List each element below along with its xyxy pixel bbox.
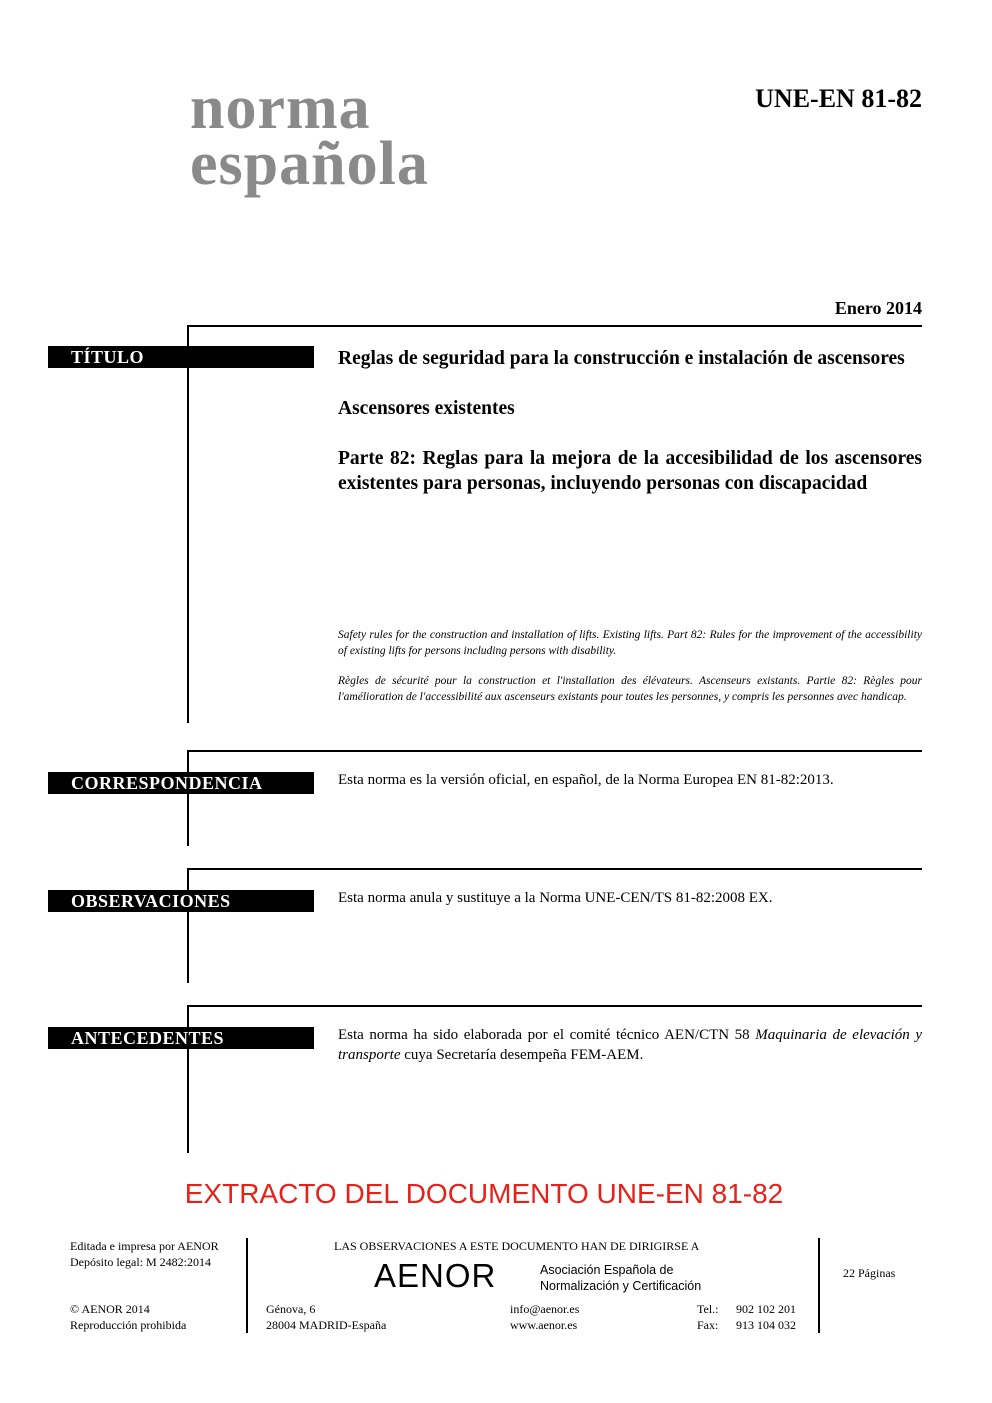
aenor-logo: AENOR xyxy=(374,1257,497,1294)
label-correspondencia: CORRESPONDENCIA xyxy=(48,772,314,794)
extract-watermark: EXTRACTO DEL DOCUMENTO UNE-EN 81-82 xyxy=(184,1178,784,1209)
org-line-1: Asociación Española de xyxy=(540,1263,674,1277)
footer-observations-notice: LAS OBSERVACIONES A ESTE DOCUMENTO HAN DE DIRIGIRSE A xyxy=(334,1239,700,1253)
committee-name: Maquinaria de elevación y transporte xyxy=(338,1027,922,1063)
correspondencia-text: Esta norma es la versión oficial, en español, de la Norma Europea EN 81-82:2013. xyxy=(338,772,834,788)
footer-copyright-block xyxy=(70,1301,186,1333)
org-line-2: Normalización y Certificación xyxy=(540,1279,702,1293)
observaciones-text: Esta norma anula y sustituye a la Norma UNE-CEN/TS 81-82:2008 EX. xyxy=(338,890,773,906)
publication-date: Enero 2014 xyxy=(834,298,922,318)
footer-reproduction: Reproducción prohibida xyxy=(70,1318,187,1332)
standard-code: UNE-EN 81-82 xyxy=(755,84,922,113)
footer-phone-numbers xyxy=(736,1301,796,1333)
footer-deposit: Depósito legal: M 2482:2014 xyxy=(70,1255,211,1269)
footer-address xyxy=(266,1301,386,1333)
label-titulo: TÍTULO xyxy=(48,346,314,368)
section-vertical-rule xyxy=(187,325,189,723)
title-block xyxy=(338,346,922,521)
label-observaciones: OBSERVACIONES xyxy=(48,890,314,912)
title-sub: Ascensores existentes xyxy=(338,398,515,419)
label-antecedentes: ANTECEDENTES xyxy=(48,1027,314,1049)
section-vertical-rule xyxy=(187,868,189,983)
title-english: Safety rules for the construction and installation of lifts. Existing lifts. Part 82: Rules for the improvement of the accessibility of existing lifts for persons including persons with disability. xyxy=(338,629,922,657)
aenor-organization xyxy=(540,1262,701,1294)
footer-divider xyxy=(818,1238,820,1333)
section-divider xyxy=(187,1005,922,1007)
address-line-1: Génova, 6 xyxy=(266,1302,316,1316)
tel-number: 902 102 201 xyxy=(736,1302,796,1316)
footer-divider xyxy=(246,1238,248,1333)
footer-web[interactable]: www.aenor.es xyxy=(510,1318,578,1332)
section-divider xyxy=(187,325,922,327)
footer-email[interactable]: info@aenor.es xyxy=(510,1302,580,1316)
section-divider xyxy=(187,868,922,870)
antecedentes-text-b: cuya Secretaría desempeña FEM-AEM. xyxy=(400,1047,644,1063)
brand-line-1: norma xyxy=(190,74,371,142)
title-main: Reglas de seguridad para la construcción e instalación de ascensores xyxy=(338,348,905,369)
brand-title xyxy=(190,74,429,198)
address-line-2: 28004 MADRID-España xyxy=(266,1318,387,1332)
footer-edited: Editada e impresa por AENOR xyxy=(70,1239,219,1253)
page-count: 22 Páginas xyxy=(843,1266,896,1280)
antecedentes-text-a: Esta norma ha sido elaborada por el comité técnico AEN/CTN 58 xyxy=(338,1027,756,1043)
fax-label: Fax: xyxy=(697,1318,719,1332)
footer-contact xyxy=(510,1301,579,1333)
footer-phone-labels xyxy=(697,1301,719,1333)
footer-edition xyxy=(70,1238,219,1270)
antecedentes-text xyxy=(338,1025,922,1065)
title-part: Parte 82: Reglas para la mejora de la accesibilidad de los ascensores existentes para personas, incluyendo personas con discapacidad xyxy=(338,448,922,494)
translated-titles xyxy=(338,628,922,720)
fax-number: 913 104 032 xyxy=(736,1318,796,1332)
tel-label: Tel.: xyxy=(697,1302,719,1316)
section-divider xyxy=(187,750,922,752)
title-french: Règles de sécurité pour la construction et l'installation des élévateurs. Ascenseurs existants. Partie 82: Règles pour l'amélioration de l'accessibilité aux ascenseurs existants pour toutes les personnes, y compris les personnes avec handicap. xyxy=(338,675,922,703)
footer-copyright: © AENOR 2014 xyxy=(70,1302,150,1316)
brand-line-2: española xyxy=(190,130,429,198)
section-vertical-rule xyxy=(187,750,189,846)
